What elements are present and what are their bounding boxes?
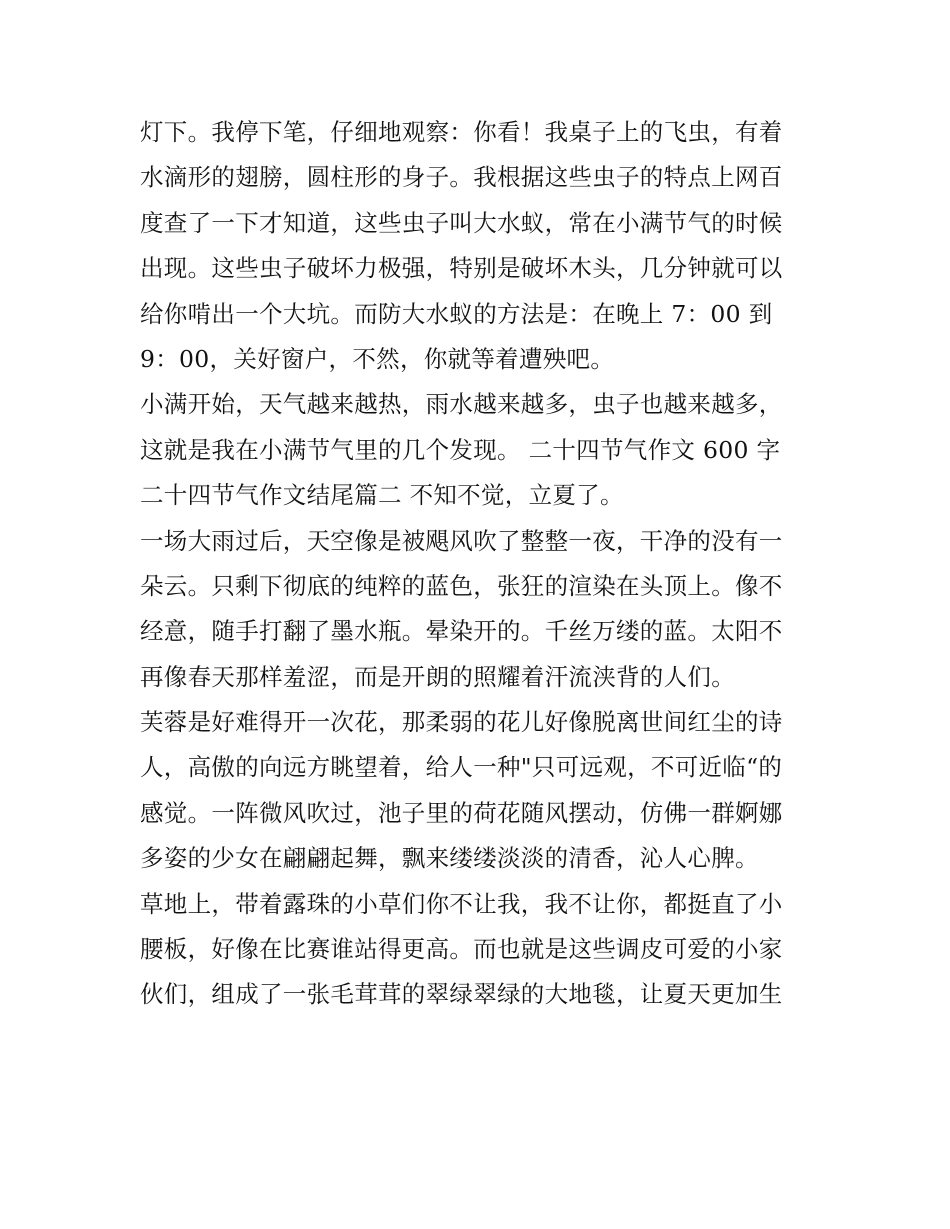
text-line: 灯下。我停下笔，仔细地观察：你看！我桌子上的飞虫，有着 — [140, 118, 783, 146]
text-line: 水滴形的翅膀，圆柱形的身子。我根据这些虫子的特点上网百 — [140, 163, 783, 192]
text-line: 芙蓉是好难得开一次花，那柔弱的花儿好像脱离世间红尘的诗 — [140, 708, 783, 737]
text-line: 出现。这些虫子破坏力极强，特别是破坏木头，几分钟就可以 — [140, 254, 783, 283]
text-line: 9：00，关好窗户，不然，你就等着遭殃吧。 — [140, 344, 615, 373]
text-line: 感觉。一阵微风吹过，池子里的荷花随风摆动，仿佛一群婀娜 — [140, 798, 783, 827]
text-line: 这就是我在小满节气里的几个发现。 二十四节气作文 600 字 — [140, 435, 781, 464]
text-line: 腰板，好像在比赛谁站得更高。而也就是这些调皮可爱的小家 — [140, 935, 783, 964]
text-line: 再像春天那样羞涩，而是开朗的照耀着汗流浃背的人们。 — [140, 662, 735, 691]
text-line: 伙们，组成了一张毛茸茸的翠绿翠绿的大地毯，让夏天更加生 — [140, 980, 783, 1009]
text-line: 草地上，带着露珠的小草们你不让我，我不让你，都挺直了小 — [140, 889, 783, 918]
text-line: 多姿的少女在翩翩起舞，飘来缕缕淡淡的清香，沁人心脾。 — [140, 844, 759, 873]
text-line: 一场大雨过后，天空像是被飓风吹了整整一夜，干净的没有一 — [140, 526, 783, 555]
text-line: 朵云。只剩下彻底的纯粹的蓝色，张狂的渲染在头顶上。像不 — [140, 571, 783, 600]
text-line: 给你啃出一个大坑。而防大水蚁的方法是：在晚上 7：00 到 — [140, 299, 773, 328]
body-text — [140, 110, 820, 1018]
text-line: 人，高傲的向远方眺望着，给人一种"只可远观，不可近临“的 — [140, 753, 783, 782]
text-line: 经意，随手打翻了墨水瓶。晕染开的。千丝万缕的蓝。太阳不 — [140, 617, 783, 646]
text-line: 度查了一下才知道，这些虫子叫大水蚁，常在小满节气的时候 — [140, 208, 783, 237]
text-line: 二十四节气作文结尾篇二 不知不觉，立夏了。 — [140, 481, 624, 510]
text-line: 小满开始，天气越来越热，雨水越来越多，虫子也越来越多， — [140, 390, 783, 419]
